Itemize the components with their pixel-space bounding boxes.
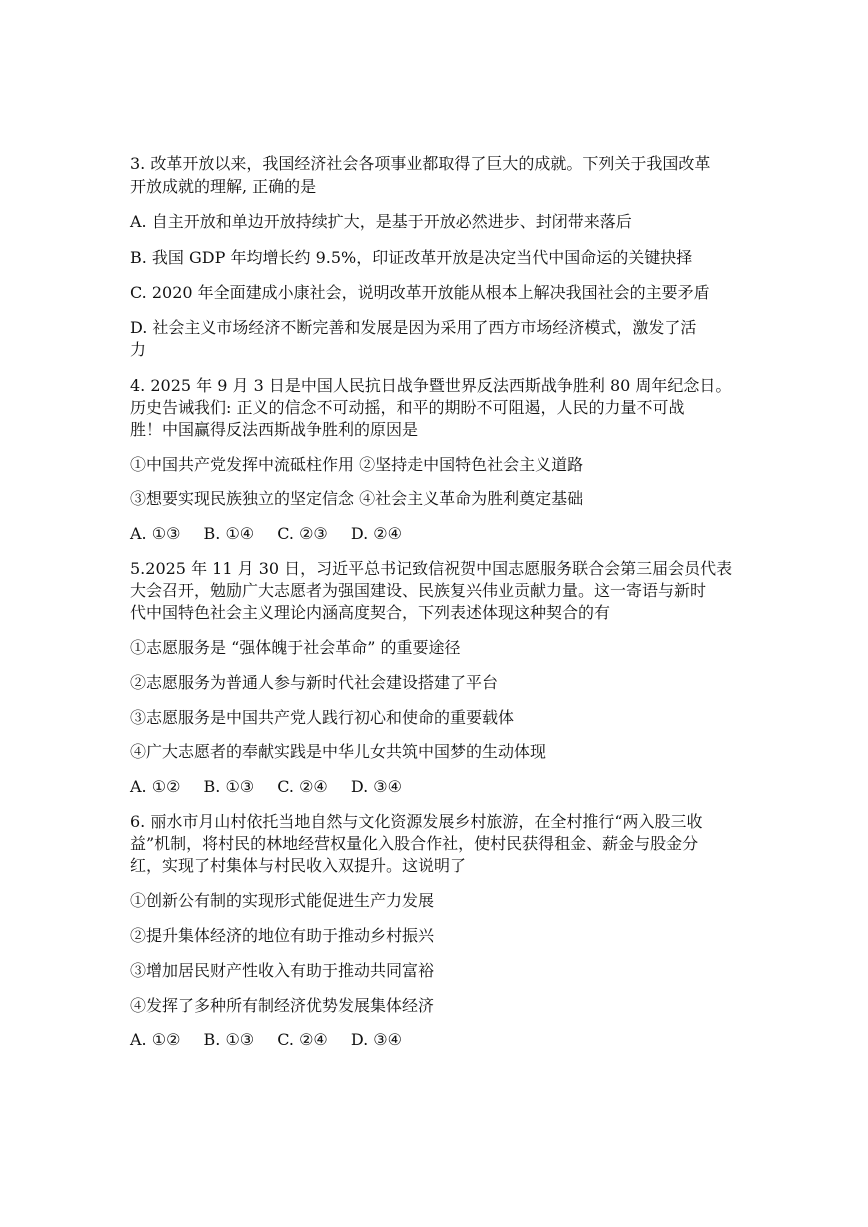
q5-choice-c: C. ②④ bbox=[277, 777, 328, 796]
q4-stem-line-1: 4. 2025 年 9 月 3 日是中国人民抗日战争暨世界反法西斯战争胜利 80 周年纪念日。 bbox=[130, 376, 732, 395]
q5-stem-line-2: 大会召开，勉励广大志愿者为强国建设、民族复兴伟业贡献力量。这一寄语与新时 bbox=[130, 581, 707, 600]
q4-stem-line-2: 历史告诫我们: 正义的信念不可动摇，和平的期盼不可阻遏，人民的力量不可战 bbox=[130, 398, 685, 417]
q6-choice-a: A. ①② bbox=[130, 1030, 181, 1049]
q4-choice-b: B. ①④ bbox=[203, 524, 255, 543]
q4-choices bbox=[130, 524, 402, 544]
q4-statements-1: ①中国共产党发挥中流砥柱作用 ②坚持走中国特色社会主义道路 bbox=[130, 455, 584, 474]
q6-statement-2: ②提升集体经济的地位有助于推动乡村振兴 bbox=[130, 926, 435, 945]
q5-stem-line-1: 5.2025 年 11 月 30 日，习近平总书记致信祝贺中国志愿服务联合会第三届会员代表 bbox=[130, 559, 733, 578]
q3-stem-line-1: 3. 改革开放以来，我国经济社会各项事业都取得了巨大的成就。下列关于我国改革 bbox=[130, 154, 711, 173]
q4-choice-c: C. ②③ bbox=[277, 524, 328, 543]
q5-statement-4: ④广大志愿者的奉献实践是中华儿女共筑中国梦的生动体现 bbox=[130, 742, 547, 761]
q5-statement-2: ②志愿服务为普通人参与新时代社会建设搭建了平台 bbox=[130, 673, 499, 692]
q3-option-b: B. 我国 GDP 年均增长约 9.5%，印证改革开放是决定当代中国命运的关键抉择 bbox=[130, 248, 693, 267]
q3-option-d: D. 社会主义市场经济不断完善和发展是因为采用了西方市场经济模式，激发了活 bbox=[130, 318, 697, 337]
q6-choice-c: C. ②④ bbox=[277, 1030, 328, 1049]
q3-stem-line-2: 开放成就的理解, 正确的是 bbox=[130, 177, 317, 196]
q6-statement-3: ③增加居民财产性收入有助于推动共同富裕 bbox=[130, 961, 435, 980]
q6-stem-line-1: 6. 丽水市月山村依托当地自然与文化资源发展乡村旅游，在全村推行“两入股三收 bbox=[130, 812, 703, 831]
q3-option-c: C. 2020 年全面建成小康社会，说明改革开放能从根本上解决我国社会的主要矛盾 bbox=[130, 283, 710, 302]
q6-choices bbox=[130, 1030, 402, 1050]
q3-option-a: A. 自主开放和单边开放持续扩大，是基于开放必然进步、封闭带来落后 bbox=[130, 212, 632, 231]
q5-statement-1: ①志愿服务是 “强体魄于社会革命” 的重要途径 bbox=[130, 638, 461, 657]
q4-choice-a: A. ①③ bbox=[130, 524, 181, 543]
q5-choices bbox=[130, 777, 402, 797]
q4-stem-line-3: 胜！中国赢得反法西斯战争胜利的原因是 bbox=[130, 420, 419, 439]
q5-choice-a: A. ①② bbox=[130, 777, 181, 796]
q6-statement-1: ①创新公有制的实现形式能促进生产力发展 bbox=[130, 891, 435, 910]
q5-choice-b: B. ①③ bbox=[203, 777, 255, 796]
q5-stem-line-3: 代中国特色社会主义理论内涵高度契合，下列表述体现这种契合的有 bbox=[130, 603, 611, 622]
q6-choice-b: B. ①③ bbox=[203, 1030, 255, 1049]
q6-stem-line-3: 红，实现了村集体与村民收入双提升。这说明了 bbox=[130, 856, 467, 875]
q3-option-d-cont: 力 bbox=[130, 340, 147, 359]
q6-choice-d: D. ③④ bbox=[350, 1030, 402, 1049]
q6-stem-line-2: 益”机制，将村民的林地经营权量化入股合作社，使村民获得租金、薪金与股金分 bbox=[130, 834, 699, 853]
q4-choice-d: D. ②④ bbox=[350, 524, 402, 543]
q5-statement-3: ③志愿服务是中国共产党人践行初心和使命的重要载体 bbox=[130, 708, 515, 727]
q5-choice-d: D. ③④ bbox=[350, 777, 402, 796]
q4-statements-2: ③想要实现民族独立的坚定信念 ④社会主义革命为胜利奠定基础 bbox=[130, 489, 584, 508]
q6-statement-4: ④发挥了多种所有制经济优势发展集体经济 bbox=[130, 996, 435, 1015]
